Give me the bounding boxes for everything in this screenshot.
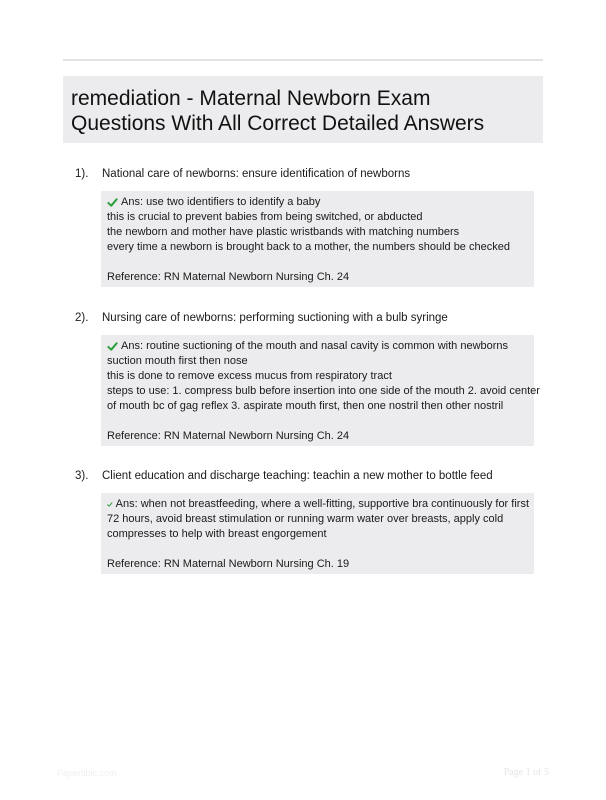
answer-text: Ans: when not breastfeeding, where a well-fitting, supportive bra continuously for first [115,498,529,510]
question-number: 2). [75,312,89,324]
answer-first-line [107,497,529,512]
page-number: Page 1 of 5 [503,767,549,778]
answer-line: of mouth bc of gag reflex 3. aspirate mouth first, then one nostril then other nostril [107,400,504,412]
answer-box-1 [101,191,534,287]
answer-line: compresses to help with breast engorgement [107,528,327,540]
answer-first-line [107,195,529,210]
answer-line: this is crucial to prevent babies from being switched, or abducted [107,211,423,223]
question-text: Nursing care of newborns: performing suctioning with a bulb syringe [102,312,448,324]
top-divider [63,59,543,61]
question-text: National care of newborns: ensure identification of newborns [102,168,411,180]
answer-text: Ans: routine suctioning of the mouth and nasal cavity is common with newborns [121,340,509,352]
question-number: 3). [75,470,89,482]
answer-first-line [107,339,529,354]
page-title-line-2: Questions With All Correct Detailed Answers [71,112,485,135]
check-icon [107,499,113,510]
answer-text: Ans: use two identifiers to identify a baby [121,196,321,208]
check-icon [107,197,118,208]
answer-box-3 [101,493,534,574]
reference-text: Reference: RN Maternal Newborn Nursing Ch. 19 [107,558,350,570]
reference-text: Reference: RN Maternal Newborn Nursing Ch. 24 [107,271,350,283]
question-text: Client education and discharge teaching: teachin a new mother to bottle feed [102,470,493,482]
answer-box-2 [101,335,540,446]
title-banner [63,76,543,143]
footer-watermark: Papertibic.com [57,768,117,778]
answer-line: steps to use: 1. compress bulb before insertion into one side of the mouth 2. avoid center [107,385,540,397]
reference-text: Reference: RN Maternal Newborn Nursing Ch. 24 [107,430,350,442]
check-icon [107,341,118,352]
page-title-line-1: remediation - Maternal Newborn Exam [71,87,431,110]
answer-line: suction mouth first then nose [107,355,248,367]
answer-line: 72 hours, avoid breast stimulation or running warm water over breasts, apply cold [107,513,504,525]
question-number: 1). [75,168,89,180]
answer-line: the newborn and mother have plastic wristbands with matching numbers [107,226,460,238]
answer-line: this is done to remove excess mucus from respiratory tract [107,370,392,382]
answer-line: every time a newborn is brought back to a mother, the numbers should be checked [107,241,510,253]
